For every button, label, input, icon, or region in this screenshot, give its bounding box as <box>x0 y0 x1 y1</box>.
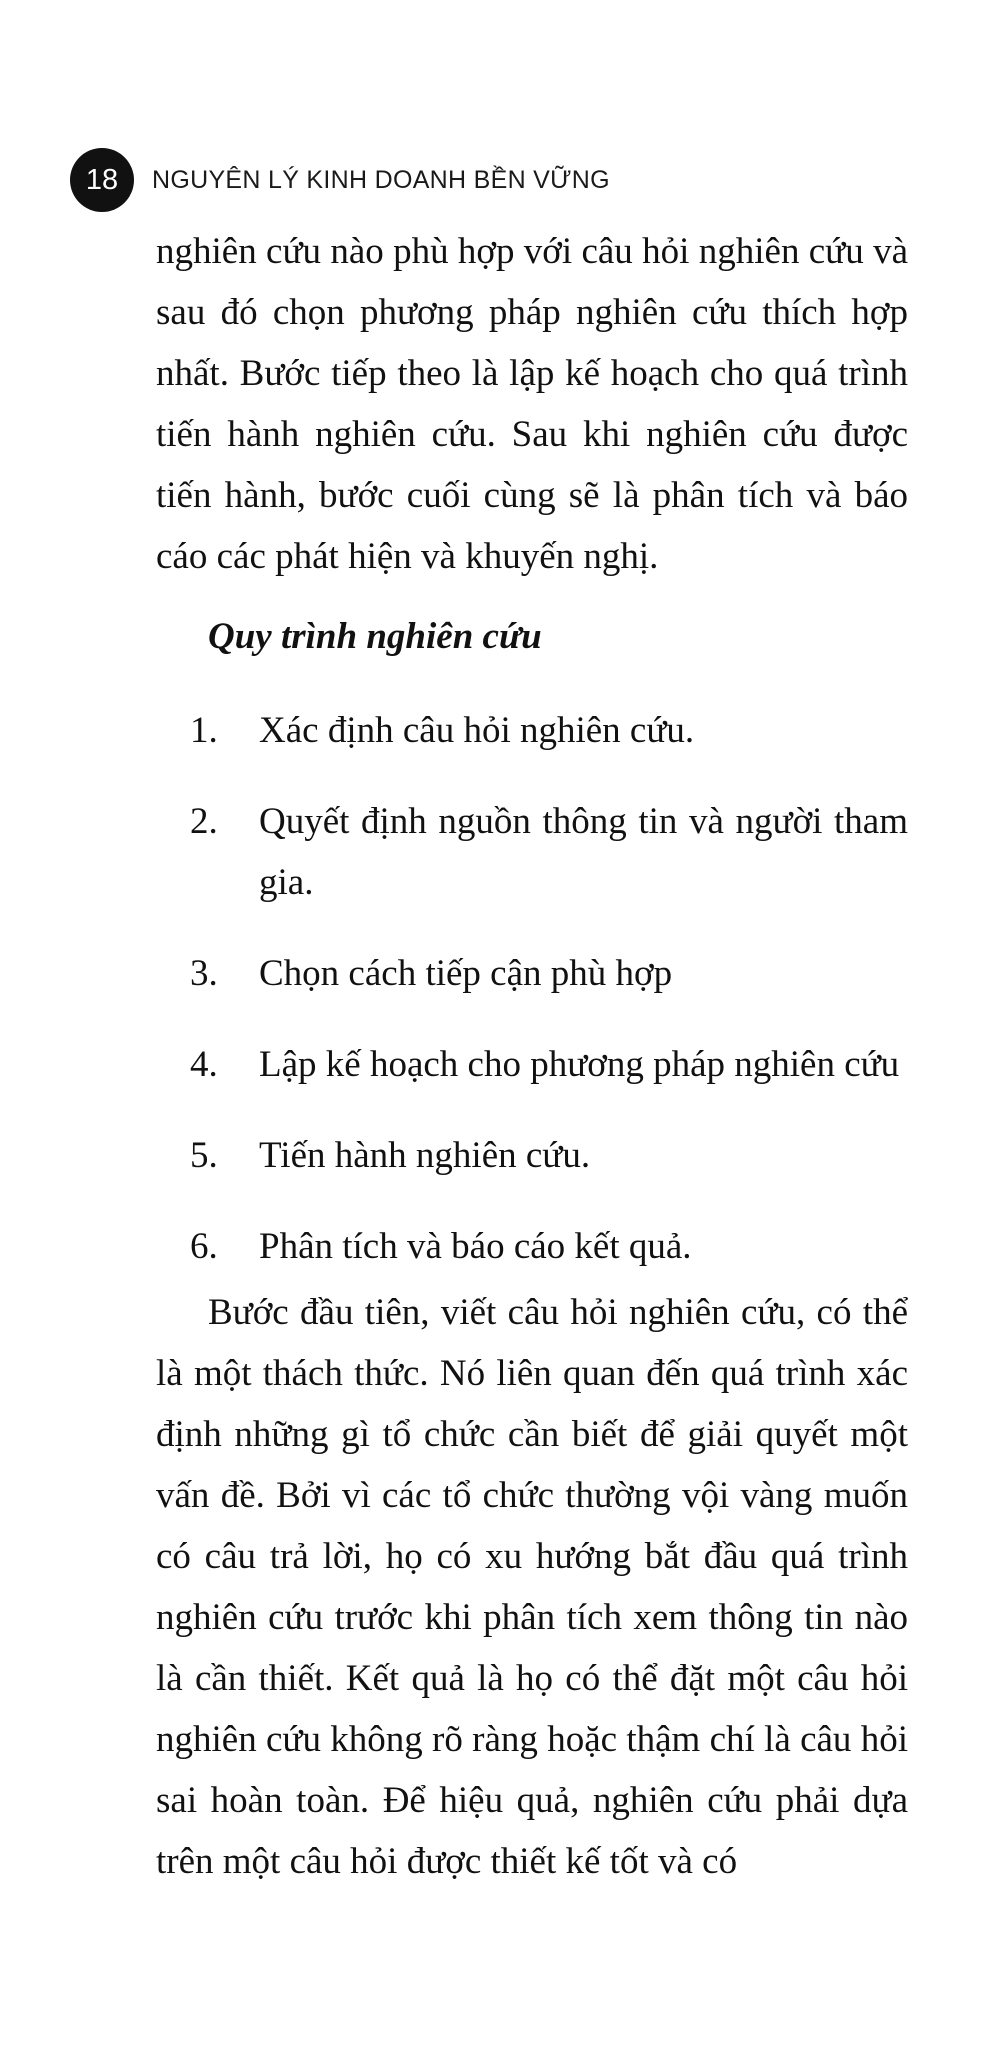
step-text: Quyết định nguồn thông tin và người tham gia. <box>259 801 908 903</box>
list-item <box>190 1216 908 1277</box>
list-item <box>190 700 908 761</box>
step-text: Chọn cách tiếp cận phù hợp <box>259 953 673 994</box>
step-number: 2. <box>190 801 218 842</box>
step-number: 4. <box>190 1044 218 1085</box>
section-heading: Quy trình nghiên cứu <box>208 616 542 657</box>
research-steps-list <box>190 700 908 1307</box>
body-paragraph-2: Bước đầu tiên, viết câu hỏi nghiên cứu, có thể là một thách thức. Nó liên quan đến quá trình xác định những gì tổ chức cần biết để giải quyết một vấn đề. Bởi vì các tổ chức thường vội vàng muốn có câu trả lời, họ có xu hướng bắt đầu quá trình nghiên cứu trước khi phân tích xem thông tin nào là cần thiết. Kết quả là họ có thể đặt một câu hỏi nghiên cứu không rõ ràng hoặc thậm chí là câu hỏi sai hoàn toàn. Để hiệu quả, nghiên cứu phải dựa trên một câu hỏi được thiết kế tốt và có <box>156 1292 908 1882</box>
body-paragraph-1: nghiên cứu nào phù hợp với câu hỏi nghiên cứu và sau đó chọn phương pháp nghiên cứu thích hợp nhất. Bước tiếp theo là lập kế hoạch cho quá trình tiến hành nghiên cứu. Sau khi nghiên cứu được tiến hành, bước cuối cùng sẽ là phân tích và báo cáo các phát hiện và khuyến nghị. <box>156 231 908 577</box>
step-text: Tiến hành nghiên cứu. <box>259 1135 591 1176</box>
page-number-badge: 18 <box>70 148 134 212</box>
list-item <box>190 1034 908 1095</box>
step-number: 3. <box>190 953 218 994</box>
list-item <box>190 1125 908 1186</box>
step-text: Lập kế hoạch cho phương pháp nghiên cứu <box>259 1044 900 1085</box>
step-number: 1. <box>190 710 218 751</box>
step-text: Xác định câu hỏi nghiên cứu. <box>259 710 695 751</box>
step-number: 5. <box>190 1135 218 1176</box>
list-item <box>190 943 908 1004</box>
step-number: 6. <box>190 1226 218 1267</box>
list-item <box>190 791 908 913</box>
running-title: NGUYÊN LÝ KINH DOANH BỀN VỮNG <box>152 165 610 194</box>
step-text: Phân tích và báo cáo kết quả. <box>259 1226 692 1267</box>
page-header <box>70 148 610 212</box>
